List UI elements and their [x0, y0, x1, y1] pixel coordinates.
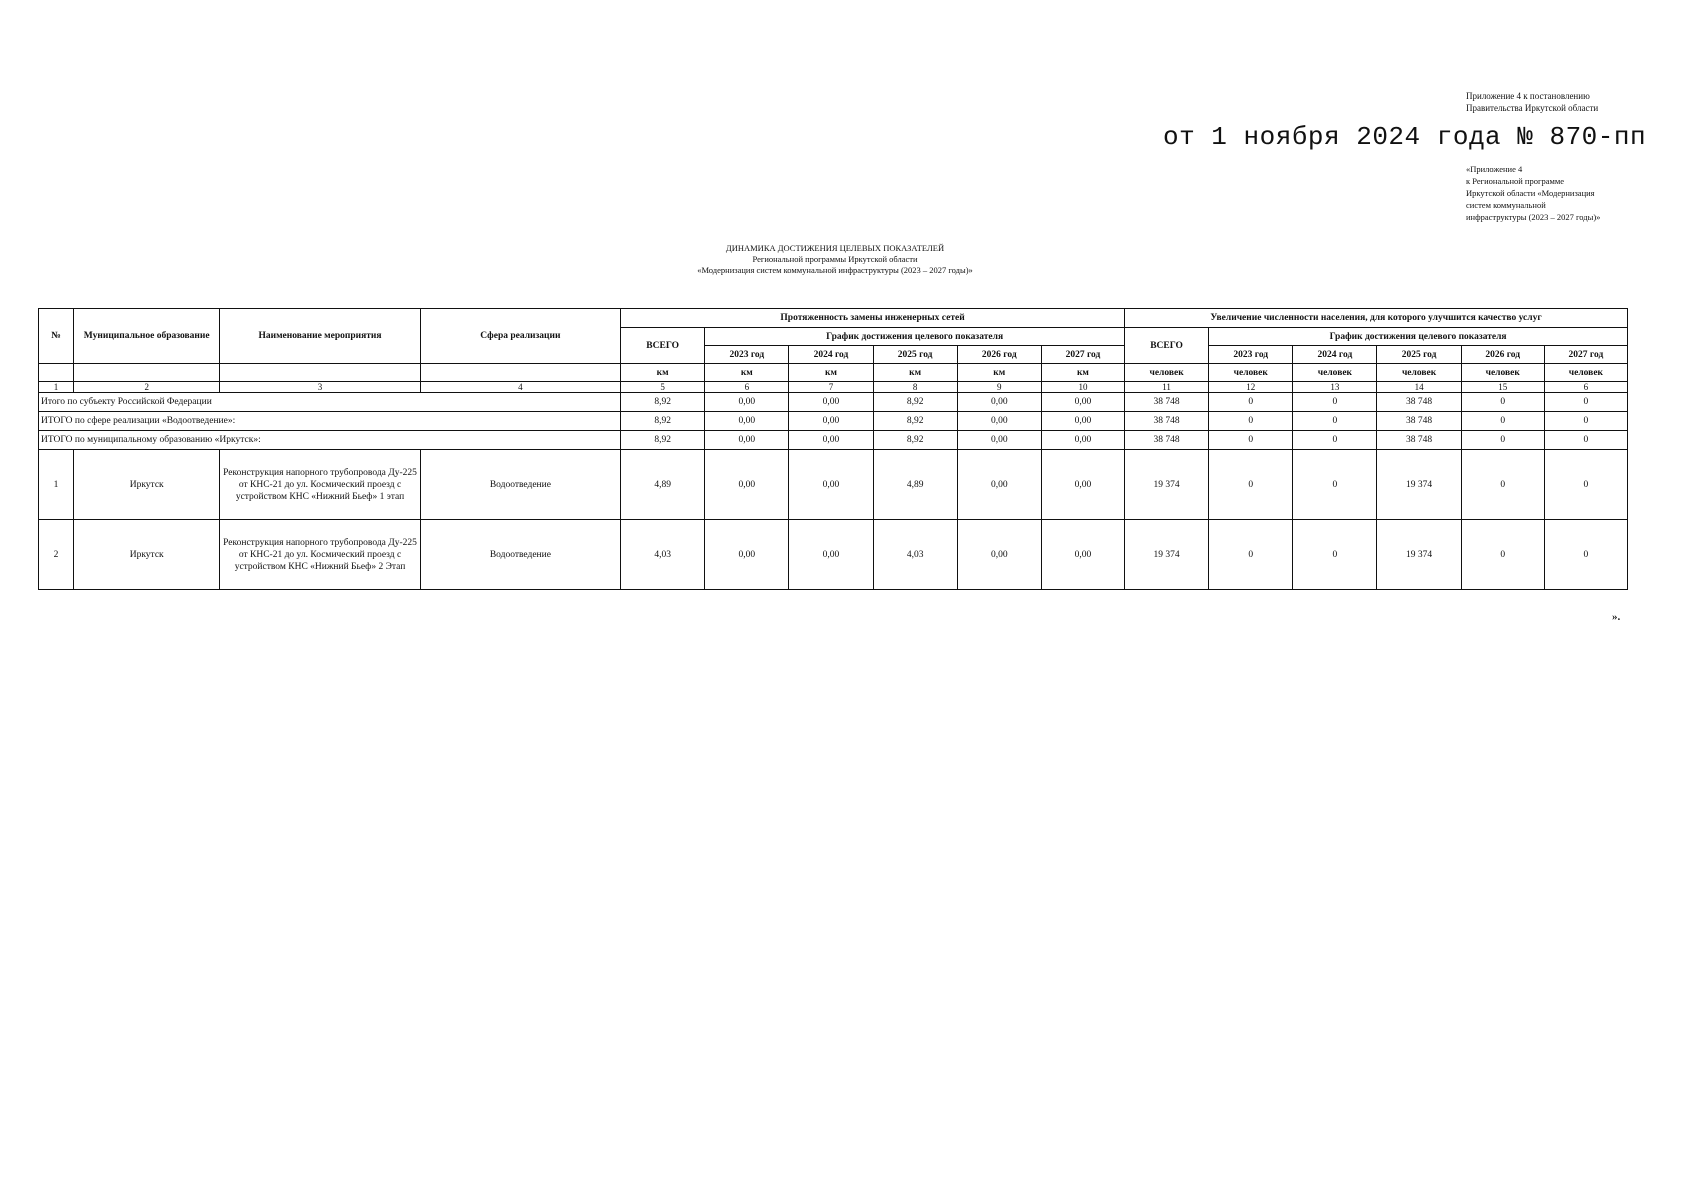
header-municipality: Муниципальное образование: [74, 309, 220, 364]
cell: 8,92: [873, 393, 957, 412]
column-number: 1: [39, 382, 74, 393]
sphere-cell: Водоотведение: [420, 450, 620, 520]
cell: 4,03: [621, 520, 705, 590]
unit-km: км: [705, 364, 789, 382]
cell: 0,00: [705, 520, 789, 590]
header-year: 2025 год: [1377, 346, 1461, 364]
indicators-table-wrap: [38, 308, 1628, 590]
unit-people: человек: [1293, 364, 1377, 382]
appendix2-line: Иркутской области «Модернизация: [1466, 188, 1595, 198]
column-number: 3: [220, 382, 420, 393]
cell: 0: [1544, 431, 1627, 450]
cell: 0: [1544, 412, 1627, 431]
cell: 8,92: [621, 412, 705, 431]
appendix2-line: «Приложение 4: [1466, 164, 1523, 174]
header-schedule-people: График достижения целевого показателя: [1209, 328, 1628, 346]
cell: 0,00: [957, 450, 1041, 520]
municipality-cell: Иркутск: [74, 520, 220, 590]
summary-row-municipality: [39, 431, 1628, 450]
column-number: 12: [1209, 382, 1293, 393]
summary-label: ИТОГО по сфере реализации «Водоотведение»:: [39, 412, 621, 431]
cell: 19 374: [1125, 450, 1209, 520]
cell: 19 374: [1125, 520, 1209, 590]
summary-row-sphere: [39, 412, 1628, 431]
cell: 0,00: [1041, 393, 1124, 412]
cell: 0,00: [1041, 520, 1124, 590]
cell: 0,00: [705, 393, 789, 412]
unit-km: км: [1041, 364, 1124, 382]
cell: 8,92: [873, 412, 957, 431]
cell: 0: [1544, 393, 1627, 412]
cell: 4,89: [873, 450, 957, 520]
appendix-line: Приложение 4 к постановлению: [1466, 91, 1590, 101]
unit-km: км: [621, 364, 705, 382]
column-number: 15: [1461, 382, 1544, 393]
appendix2-line: инфраструктуры (2023 – 2027 годы)»: [1466, 212, 1601, 222]
indicators-table: [38, 308, 1628, 590]
cell: 0: [1209, 520, 1293, 590]
summary-label: Итого по субъекту Российской Федерации: [39, 393, 621, 412]
cell: 0,00: [789, 431, 873, 450]
unit-people: человек: [1209, 364, 1293, 382]
header-year: 2025 год: [873, 346, 957, 364]
cell: 19 374: [1377, 450, 1461, 520]
cell: 0: [1293, 431, 1377, 450]
cell: 0: [1209, 431, 1293, 450]
table-row: [39, 450, 1628, 520]
appendix-note: [1466, 90, 1598, 114]
header-empty: [220, 364, 420, 382]
cell: 0,00: [1041, 450, 1124, 520]
column-number: 4: [420, 382, 620, 393]
appendix2-line: систем коммунальной: [1466, 200, 1546, 210]
event-name-cell: Реконструкция напорного трубопровода Ду-225 от КНС-21 до ул. Космический проезд с устройством КНС «Нижний Бьеф» 2 Этап: [220, 520, 420, 590]
unit-km: км: [873, 364, 957, 382]
cell: 0,00: [705, 450, 789, 520]
row-number: 1: [39, 450, 74, 520]
cell: 19 374: [1377, 520, 1461, 590]
cell: 38 748: [1125, 412, 1209, 431]
title-line: «Модернизация систем коммунальной инфраструктуры (2023 – 2027 годы)»: [697, 265, 973, 275]
header-year: 2026 год: [957, 346, 1041, 364]
cell: 0: [1209, 393, 1293, 412]
unit-people: человек: [1461, 364, 1544, 382]
cell: 0,00: [957, 520, 1041, 590]
event-name-cell: Реконструкция напорного трубопровода Ду-225 от КНС-21 до ул. Космический проезд с устройством КНС «Нижний Бьеф» 1 этап: [220, 450, 420, 520]
cell: 8,92: [621, 393, 705, 412]
header-population-increase: Увеличение численности населения, для которого улучшится качество услуг: [1125, 309, 1628, 328]
cell: 0,00: [705, 431, 789, 450]
header-event: Наименование мероприятия: [220, 309, 420, 364]
decree-stamp: от 1 ноября 2024 года № 870-пп: [1163, 122, 1647, 152]
header-year: 2027 год: [1041, 346, 1124, 364]
header-total-people: ВСЕГО: [1125, 328, 1209, 364]
column-number: 6: [1544, 382, 1627, 393]
cell: 0: [1544, 450, 1627, 520]
unit-people: человек: [1377, 364, 1461, 382]
header-year: 2023 год: [705, 346, 789, 364]
column-number: 8: [873, 382, 957, 393]
unit-km: км: [957, 364, 1041, 382]
sphere-cell: Водоотведение: [420, 520, 620, 590]
cell: 38 748: [1377, 412, 1461, 431]
cell: 38 748: [1125, 431, 1209, 450]
cell: 0,00: [1041, 431, 1124, 450]
cell: 0: [1293, 520, 1377, 590]
cell: 0,00: [705, 412, 789, 431]
cell: 0,00: [957, 431, 1041, 450]
cell: 4,89: [621, 450, 705, 520]
cell: 0,00: [789, 393, 873, 412]
summary-label: ИТОГО по муниципальному образованию «Иркутск»:: [39, 431, 621, 450]
row-number: 2: [39, 520, 74, 590]
header-no: №: [39, 309, 74, 364]
header-schedule-km: График достижения целевого показателя: [705, 328, 1125, 346]
document-title: [600, 243, 1070, 276]
header-sphere: Сфера реализации: [420, 309, 620, 364]
appendix2-line: к Региональной программе: [1466, 176, 1565, 186]
cell: 0: [1461, 412, 1544, 431]
cell: 0,00: [789, 412, 873, 431]
header-empty: [39, 364, 74, 382]
unit-km: км: [789, 364, 873, 382]
cell: 0: [1293, 412, 1377, 431]
header-year: 2026 год: [1461, 346, 1544, 364]
unit-people: человек: [1125, 364, 1209, 382]
municipality-cell: Иркутск: [74, 450, 220, 520]
title-line: Региональной программы Иркутской области: [752, 254, 918, 264]
column-number: 9: [957, 382, 1041, 393]
column-number: 14: [1377, 382, 1461, 393]
unit-people: человек: [1544, 364, 1627, 382]
cell: 38 748: [1125, 393, 1209, 412]
cell: 0: [1461, 393, 1544, 412]
cell: 0: [1293, 450, 1377, 520]
cell: 0,00: [1041, 412, 1124, 431]
cell: 0: [1544, 520, 1627, 590]
header-year: 2023 год: [1209, 346, 1293, 364]
cell: 4,03: [873, 520, 957, 590]
appendix-line: Правительства Иркутской области: [1466, 103, 1599, 113]
column-number: 13: [1293, 382, 1377, 393]
program-appendix-note: [1466, 163, 1641, 223]
header-total-km: ВСЕГО: [621, 328, 705, 364]
cell: 38 748: [1377, 431, 1461, 450]
column-number: 11: [1125, 382, 1209, 393]
cell: 38 748: [1377, 393, 1461, 412]
header-year: 2024 год: [789, 346, 873, 364]
column-number: 6: [705, 382, 789, 393]
closing-quote: ».: [1612, 611, 1621, 623]
title-line: ДИНАМИКА ДОСТИЖЕНИЯ ЦЕЛЕВЫХ ПОКАЗАТЕЛЕЙ: [725, 243, 945, 253]
header-year: 2024 год: [1293, 346, 1377, 364]
cell: 0: [1461, 431, 1544, 450]
cell: 0,00: [789, 450, 873, 520]
header-network-length: Протяженность замены инженерных сетей: [621, 309, 1125, 328]
cell: 0,00: [957, 412, 1041, 431]
column-number: 5: [621, 382, 705, 393]
summary-row-subject: [39, 393, 1628, 412]
cell: 0: [1461, 520, 1544, 590]
table-row: [39, 520, 1628, 590]
cell: 8,92: [621, 431, 705, 450]
column-number: 2: [74, 382, 220, 393]
header-year: 2027 год: [1544, 346, 1627, 364]
cell: 0: [1461, 450, 1544, 520]
column-number: 7: [789, 382, 873, 393]
column-number: 10: [1041, 382, 1124, 393]
header-empty: [74, 364, 220, 382]
cell: 0: [1293, 393, 1377, 412]
header-empty: [420, 364, 620, 382]
cell: 0,00: [789, 520, 873, 590]
cell: 0: [1209, 412, 1293, 431]
cell: 0,00: [957, 393, 1041, 412]
cell: 0: [1209, 450, 1293, 520]
cell: 8,92: [873, 431, 957, 450]
